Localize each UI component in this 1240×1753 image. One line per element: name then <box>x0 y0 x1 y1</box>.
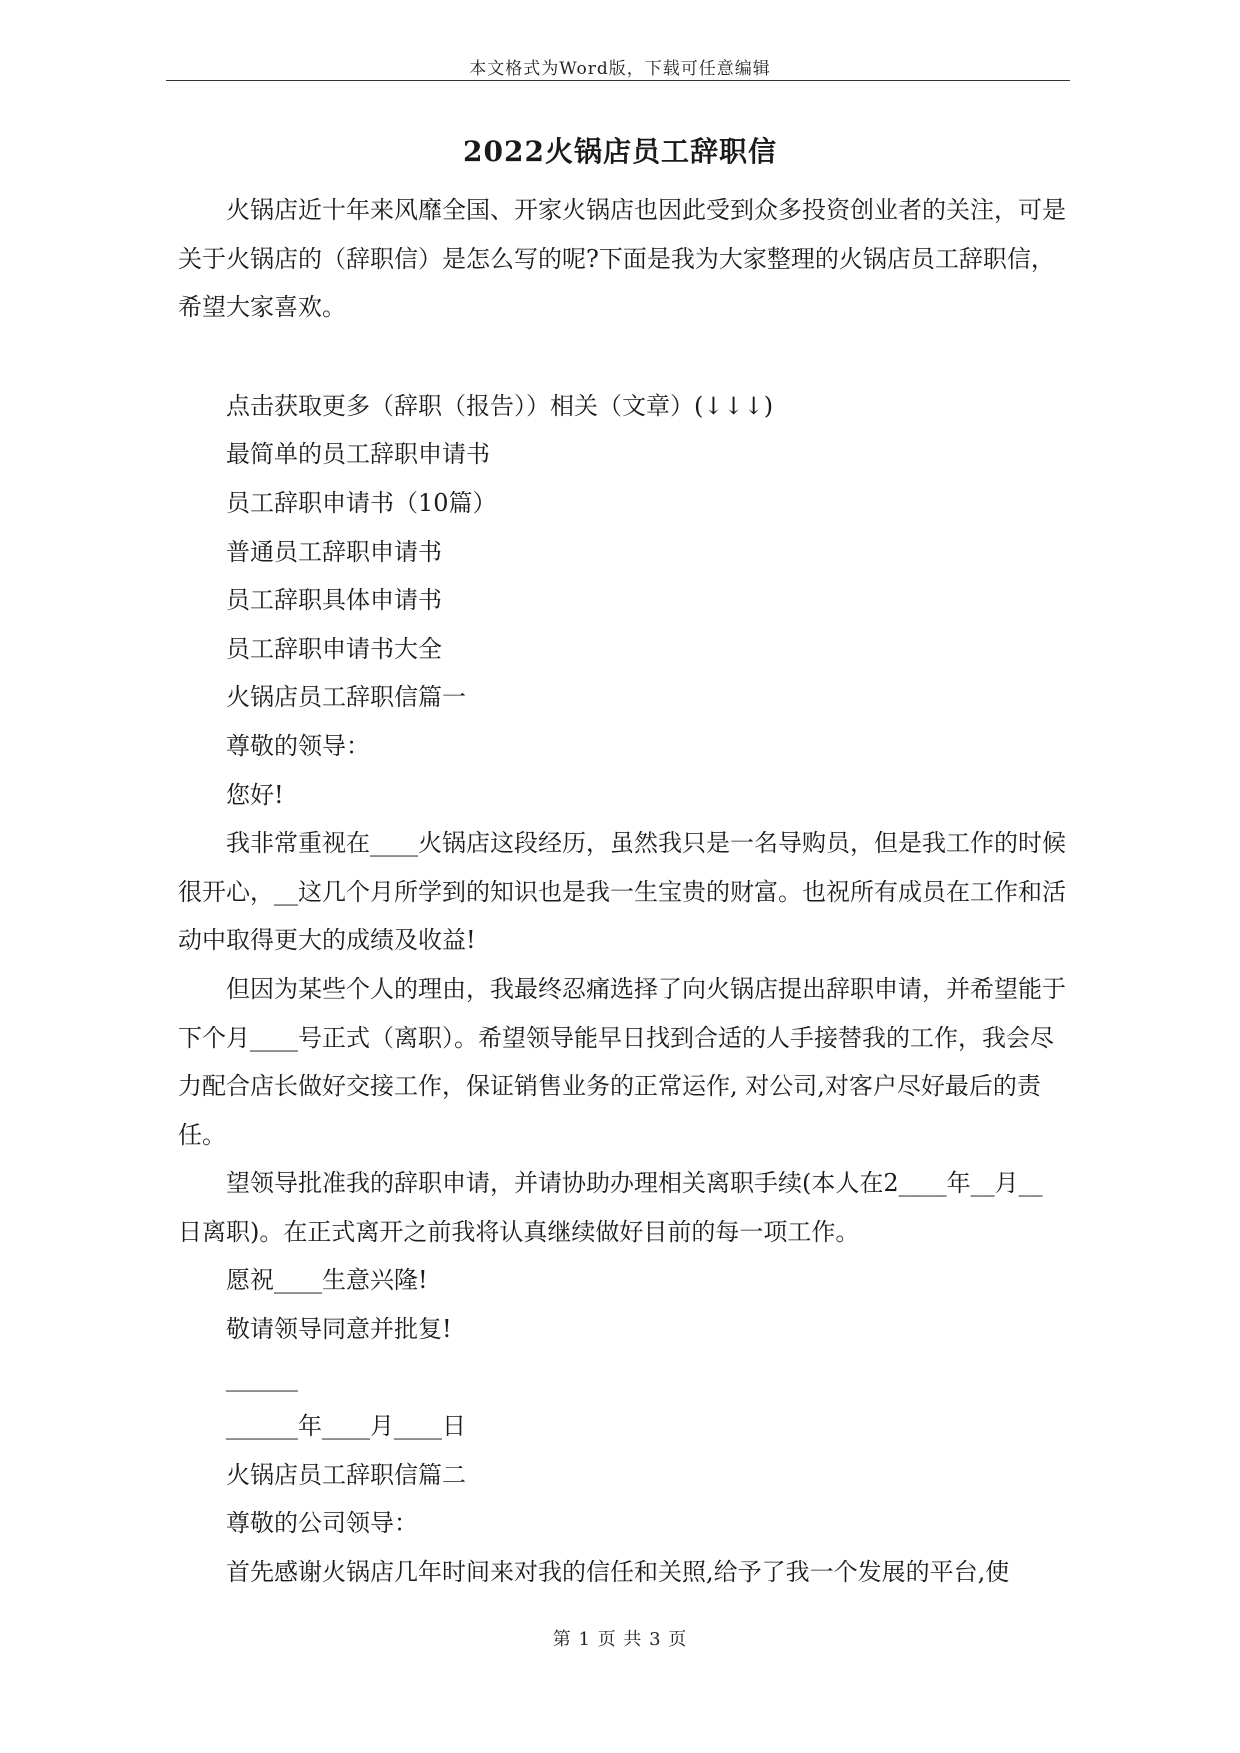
letter-one <box>178 673 1066 1451</box>
section-heading: 火锅店员工辞职信篇二 <box>226 1460 466 1489</box>
header-divider <box>166 80 1070 81</box>
related-link[interactable]: 员工辞职申请书（10篇） <box>226 488 497 517</box>
greeting: 您好! <box>226 780 284 809</box>
related-link[interactable]: 最简单的员工辞职申请书 <box>226 440 490 469</box>
page-number: 第 1 页 共 3 页 <box>552 1629 688 1650</box>
letter-two <box>178 1451 1066 1597</box>
related-links <box>178 382 1066 674</box>
related-link[interactable]: 员工辞职申请书大全 <box>226 634 442 663</box>
body-paragraph: 望领导批准我的辞职申请，并请协助办理相关离职手续(本人在2____年__月__日离职)。在正式离开之前我将认真继续做好目前的每一项工作。 <box>178 1169 1043 1246</box>
header-note: 本文格式为Word版，下载可任意编辑 <box>469 59 771 79</box>
salutation: 尊敬的领导： <box>226 731 370 760</box>
related-links-heading[interactable]: 点击获取更多（辞职（报告））相关（文章）(↓↓↓) <box>226 391 774 420</box>
body-paragraph: 但因为某些个人的理由，我最终忍痛选择了向火锅店提出辞职申请，并希望能于下个月____号正式（离职）。希望领导能早日找到合适的人手接替我的工作，我会尽力配合店长做好交接工作，保证销售业务的正常运作, 对公司,对客户尽好最后的责任。 <box>178 974 1066 1149</box>
related-link[interactable]: 员工辞职具体申请书 <box>226 586 442 615</box>
intro-paragraph: 火锅店近十年来风靡全国、开家火锅店也因此受到众多投资创业者的关注，可是关于火锅店的（辞职信）是怎么写的呢?下面是我为大家整理的火锅店员工辞职信，希望大家喜欢。 <box>178 196 1066 322</box>
salutation: 尊敬的公司领导： <box>226 1509 418 1538</box>
closing-request: 敬请领导同意并批复! <box>226 1315 452 1344</box>
spacer <box>178 332 1066 382</box>
related-link[interactable]: 普通员工辞职申请书 <box>226 537 442 566</box>
section-heading: 火锅店员工辞职信篇一 <box>226 683 466 712</box>
document-title: 2022火锅店员工辞职信 <box>463 135 777 168</box>
body-paragraph: 我非常重视在____火锅店这段经历，虽然我只是一名导购员，但是我工作的时候很开心，__这几个月所学到的知识也是我一生宝贵的财富。也祝所有成员在工作和活动中取得更大的成绩及收益! <box>178 829 1066 955</box>
date-line: ______年____月____日 <box>226 1412 466 1441</box>
closing-wish: 愿祝____生意兴隆! <box>226 1266 428 1295</box>
document-body <box>178 186 1066 1597</box>
body-paragraph: 首先感谢火锅店几年时间来对我的信任和关照,给予了我一个发展的平台,使 <box>226 1558 1010 1587</box>
signature-line: ______ <box>226 1363 298 1392</box>
